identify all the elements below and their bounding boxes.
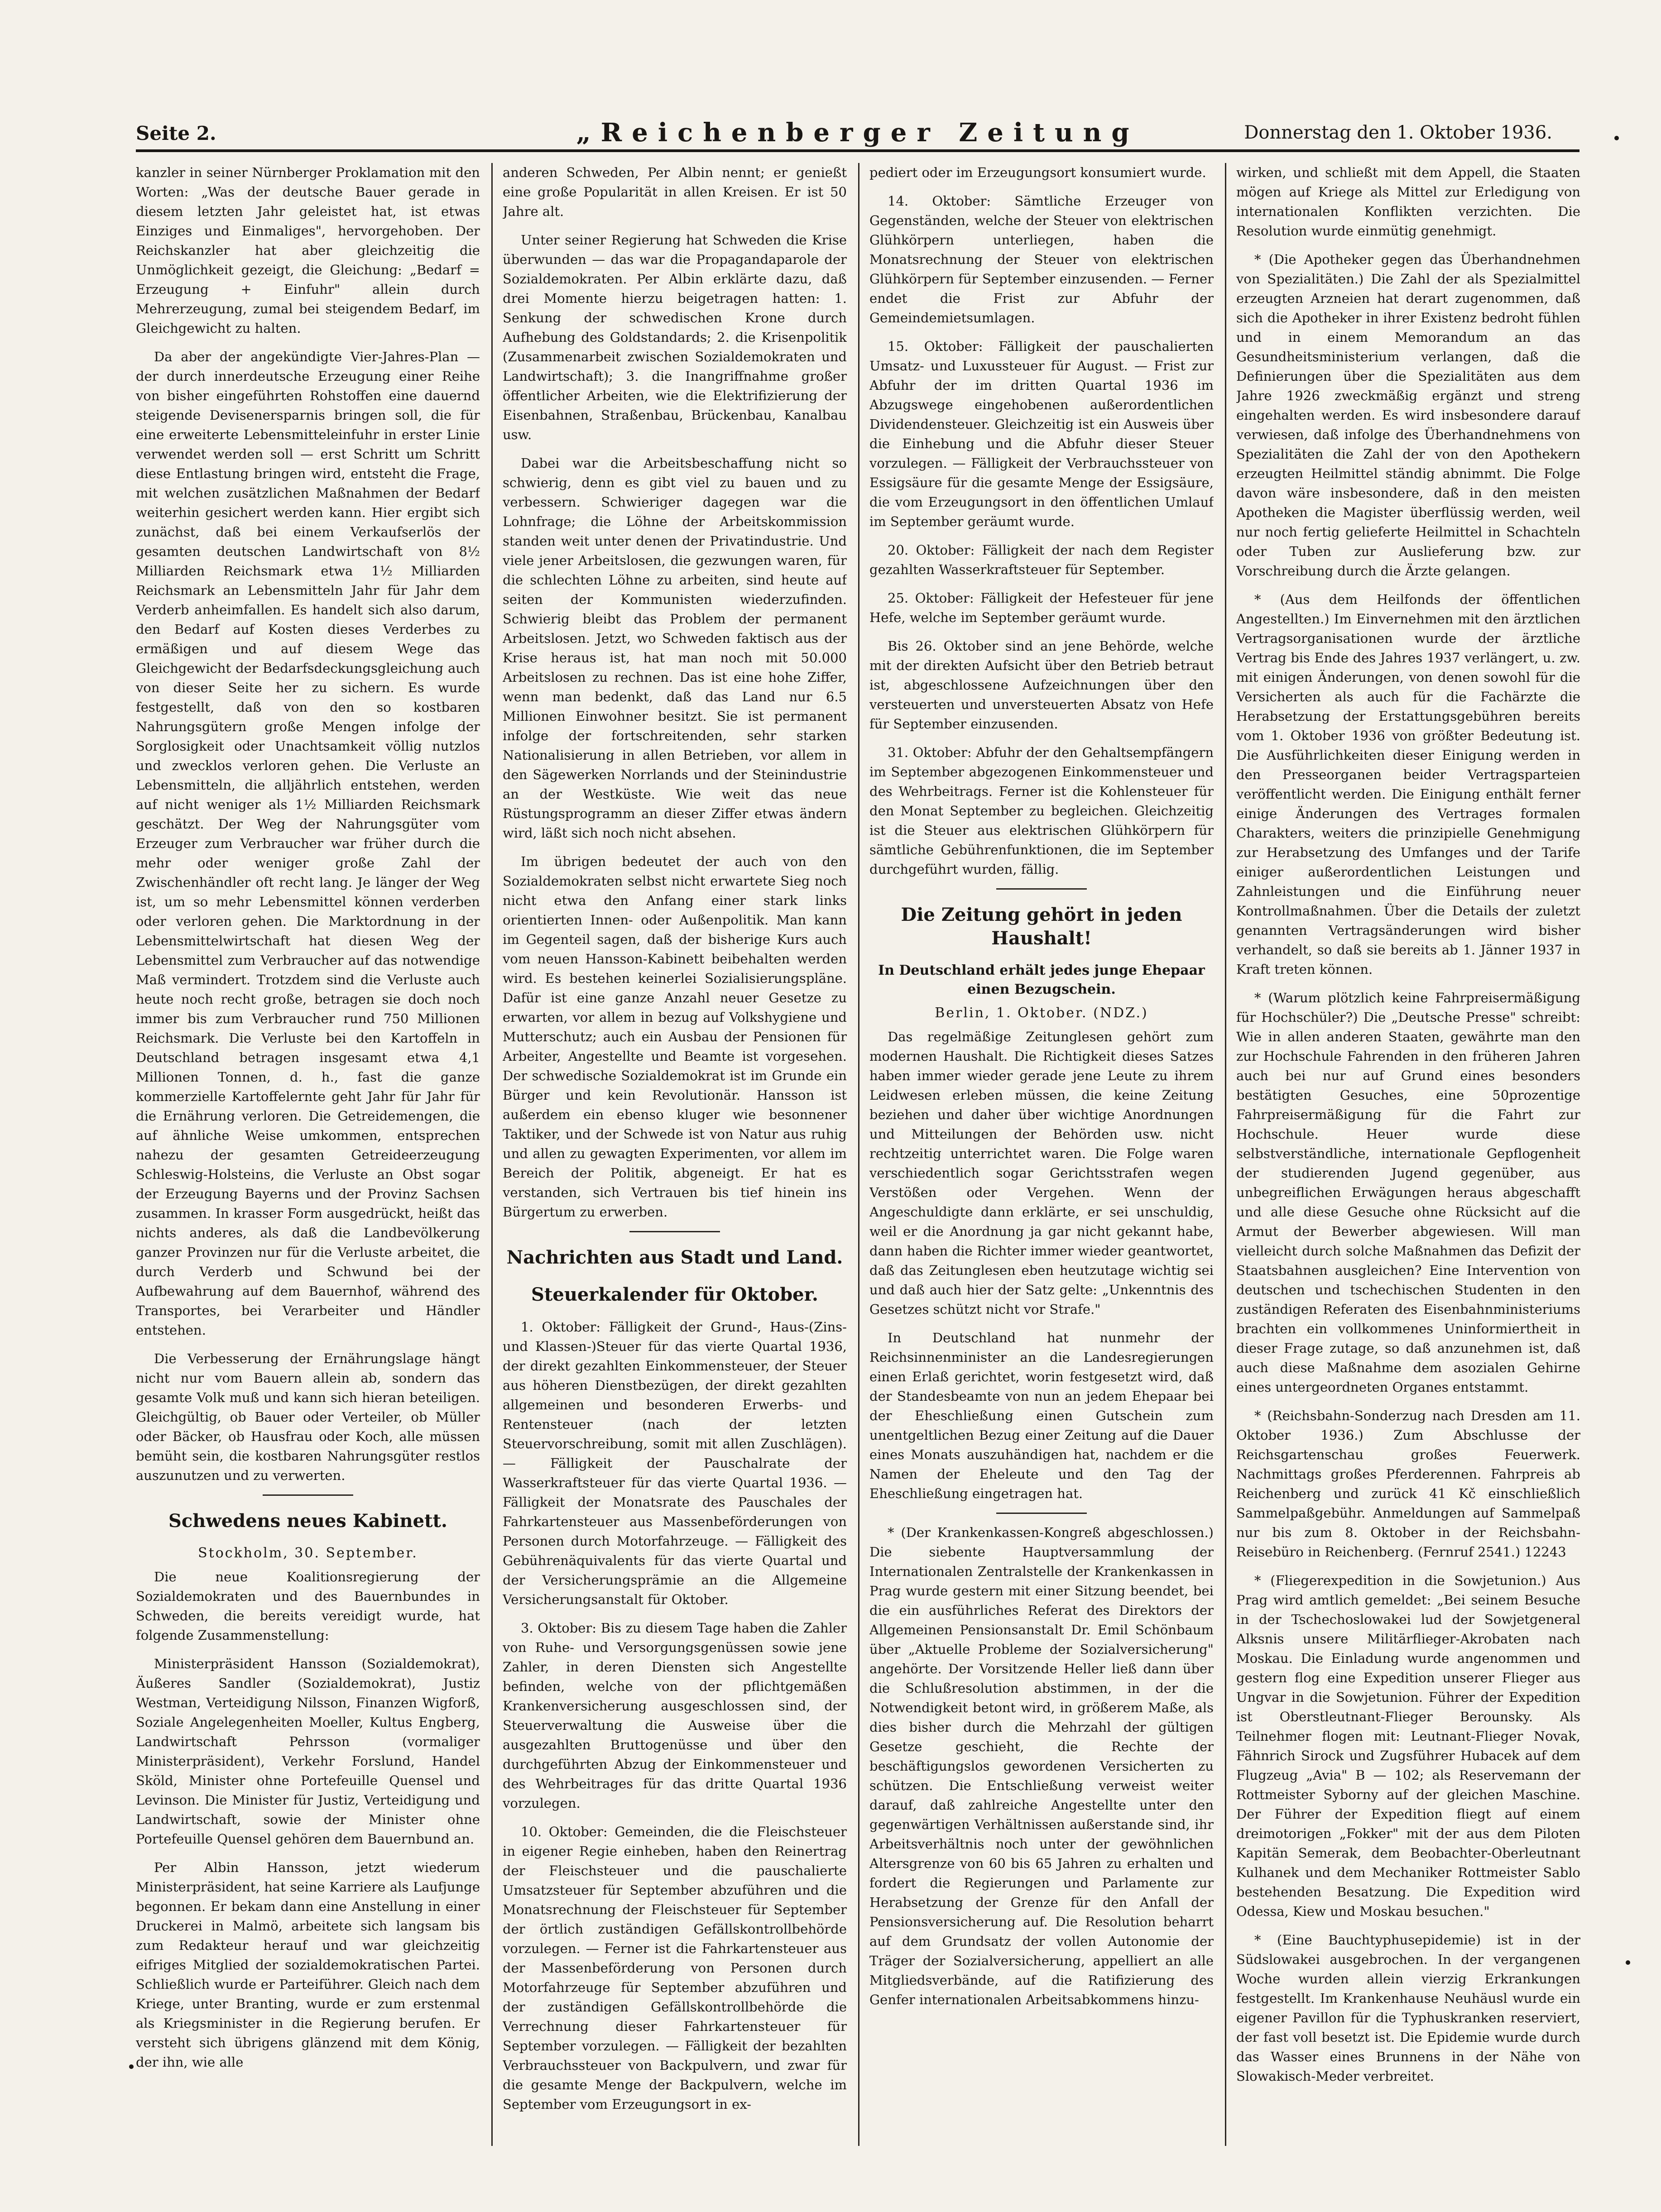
paragraph: 20. Oktober: Fälligkeit der nach dem Register gezahlten Wasserkraftsteuer für September. <box>869 542 1214 577</box>
paragraph: In Deutschland hat nunmehr der Reichsinnenminister an die Landesregierungen einen Erlaß gerichtet, worin festgesetzt wird, daß der Standesbeamte von nun an jedem Ehepaar bei der Eheschließung einen Gutschein zum unentgeltlichen Bezug einer Zeitung auf die Dauer eines Monats auszuhändigen hat, nachdem er die Namen der Eheleute und den Tag der Eheschließung eingetragen hat. <box>869 1330 1214 1501</box>
paragraph: Bis 26. Oktober sind an jene Behörde, welche mit der direkten Aufsicht über den Betrieb betraut ist, abgeschlossene Aufzeichnungen über den versteuerten und unversteuerten Absatz von Hefe für September einzusenden. <box>869 638 1214 732</box>
paragraph: 15. Oktober: Fälligkeit der pauschalierten Umsatz- und Luxussteuer für August. — Frist zur Abfuhr der im dritten Quartal 1936 im Abzugswege eingehobenen außerordentlichen Dividendensteuer. Gleichzeitig ist ein Ausweis über die Einhebung und die Abfuhr dieser Steuer vorzulegen. — Fälligkeit der Verbrauchssteuer von Essigsäure für die gesamte Menge der Essigsäure, die vom Erzeugungsort in den öffentlichen Umlauf im September geräumt wurde. <box>869 339 1214 529</box>
page-header <box>136 113 1579 149</box>
issue-date: Donnerstag den 1. Oktober 1936. <box>1244 122 1552 143</box>
column-separator <box>1225 163 1226 2146</box>
dateline: Stockholm, 30. September. <box>198 1545 418 1561</box>
dateline: Berlin, 1. Oktober. (NDZ.) <box>935 1005 1148 1021</box>
masthead: „Reichenberger Zeitung <box>576 118 1139 148</box>
paragraph: * (Reichsbahn-Sonderzug nach Dresden am 11. Oktober 1936.) Zum Abschlusse der Reichsgartenschau großes Feuerwerk. Nachmittags großes Pferderennen. Fahrpreis ab Reichenberg und zurück 41 Kč einschließlich Sammelpaßgebühr. Anmeldungen auf Sammelpaß nur bis zum 8. Oktober in der Reichsbahn-Reisebüro in Reichenberg. (Fernruf 2541.) 12243 <box>1236 1408 1580 1560</box>
divider <box>629 1231 720 1232</box>
paragraph: Unter seiner Regierung hat Schweden die Krise überwunden — das war die Propagandaparole der Sozialdemokraten. Per Albin erklärte dazu, daß drei Momente hierzu beigetragen hatten: 1. Senkung der schwedischen Krone durch Aufhebung des Goldstandards; 2. die Krisenpolitik (Zusammenarbeit zwischen Sozialdemokraten und Landwirtschaft); 3. die Inangriffnahme großer öffentlicher Arbeiten, wie die Elektrifizierung der Eisenbahnen, Straßenbau, Brückenbau, Kanalbau usw. <box>503 232 847 442</box>
paragraph: kanzler in seiner Nürnberger Proklamation mit den Worten: „Was der deutsche Bauer gerade in diesem letzten Jahr geleistet hat, ist etwas Einziges und Einmaliges", hervorgehoben. Der Reichskanzler hat aber gleichzeitig die Unmöglichkeit gezeigt, die Gleichung: „Bedarf = Erzeugung + Einfuhr" allein durch Mehrerzeugung, zumal bei steigendem Bedarf, im Gleichgewicht zu halten. <box>136 165 480 336</box>
paragraph: Ministerpräsident Hansson (Sozialdemokrat), Äußeres Sandler (Sozialdemokrat), Justiz Westman, Verteidigung Nilsson, Finanzen Wigforß, Soziale Angelegenheiten Moeller, Kultus Engberg, Landwirtschaft Pehrsson (vormaliger Ministerpräsident), Verkehr Forslund, Handel Sköld, Minister ohne Portefeuille Quensel und Levinson. Die Minister für Justiz, Verteidigung und Landwirtschaft, sowie der Minister ohne Portefeuille Quensel gehören dem Bauernbund an. <box>136 1656 480 1847</box>
divider <box>996 1513 1087 1514</box>
headline-nachrichten: Nachrichten aus Stadt und Land. <box>506 1247 843 1268</box>
paragraph: anderen Schweden, Per Albin nennt; er genießt eine große Popularität in allen Kreisen. Er ist 50 Jahre alt. <box>503 165 847 219</box>
column-2 <box>503 163 847 2146</box>
paragraph: * (Der Krankenkassen-Kongreß abgeschlossen.) Die siebente Hauptversammlung der Internationalen Zentralstelle der Krankenkassen in Prag wurde gestern mit einer Sitzung beendet, bei die ein ausführliches Referat des Direktors der Allgemeinen Pensionsanstalt Dr. Emil Schönbaum über „Aktuelle Probleme der Sozialversicherung" angehörte. Der Vorsitzende Heller ließ dann über die Schlußresolution abstimmen, in der die Notwendigkeit betont wird, in größerem Maße, als dies bisher durch die Mehrzahl der gültigen Gesetze geschieht, die Rechte der beschäftigungslos gewordenen Versicherten zu schützen. Die Entschließung verweist weiter darauf, daß zahlreiche Angestellte unter den gegenwärtigen Verhältnissen außerstande sind, ihr Arbeitsverhältnis noch unter der gewöhnlichen Altersgrenze von 60 bis 65 Jahren zu erhalten und fordert die Regierungen und Parlamente zur Herabsetzung der Grenze für den Anfall der Pensionsversicherung auf. Die Resolution beharrt auf dem Grundsatz der vollen Autonomie der Träger der Sozialversicherung, appelliert an alle Mitgliedsverbände, auf die Ratifizierung des Genfer internationalen Arbeitsabkommens hinzu- <box>869 1525 1214 2007</box>
punch-hole-mark <box>1626 1960 1630 1965</box>
column-separator <box>491 163 493 2146</box>
punch-hole-mark <box>129 2064 134 2069</box>
punch-hole-mark <box>1614 136 1619 140</box>
column-3 <box>869 163 1214 2146</box>
paragraph: wirken, und schließt mit dem Appell, die Staaten mögen auf Kriege als Mittel zur Erledigung von internationalen Konflikten verzichten. Die Resolution wurde einmütig genehmigt. <box>1236 165 1580 239</box>
page-number: Seite 2. <box>136 122 216 144</box>
paragraph: * (Aus dem Heilfonds der öffentlichen Angestellten.) Im Einvernehmen mit den ärztlichen Vertragsorganisationen wurde der ärztliche Vertrag bis Ende des Jahres 1937 verlängert, u. zw. mit einigen Änderungen, von denen sowohl für die Versicherten als auch für die Fachärzte die Herabsetzung der Erstattungsgebühren bereits vom 1. Oktober 1936 von größter Bedeutung ist. Die Ausführlichkeiten dieser Einigung werden in den Presseorganen beider Vertragsparteien veröffentlicht werden. Die Einigung enthält ferner einige Änderungen des Vertrages formalen Charakters, weiters die prinzipielle Genehmigung zur Herabsetzung des Umfanges und der Tarife einiger außerordentlichen Leistungen und Zahnleistungen und die Einführung neuer Kontrollmaßnahmen. Über die Details der zuletzt genannten Vertragsänderungen wird bisher verhandelt, so daß sie bereits ab 1. Jänner 1937 in Kraft treten können. <box>1236 592 1580 977</box>
column-separator <box>858 163 859 2146</box>
headline-steuerkalender: Steuerkalender für Oktober. <box>531 1284 818 1305</box>
paragraph: Im übrigen bedeutet der auch von den Sozialdemokraten selbst nicht erwartete Sieg noch nicht etwa den Anfang einer stark links orientierten Innen- oder Außenpolitik. Man kann im Gegenteil sagen, daß der bisherige Kurs auch vom neuen Hansson-Kabinett beibehalten werden wird. Es bestehen keinerlei Sozialisierungspläne. Dafür ist eine ganze Anzahl neuer Gesetze zu erwarten, vor allem in bezug auf Volkshygiene und Mutterschutz; auch ein Ausbau der Pensionen für Arbeiter, Angestellte und Beamte ist vorgesehen. Der schwedische Sozialdemokrat ist im Grunde ein Bürger und kein Revolutionär. Hansson ist außerdem ein ebenso kluger wie besonnener Taktiker, und der Schwede ist von Natur aus ruhig und allen zu gewagten Experimenten, vor allem im Bereich der Politik, abgeneigt. Er hat es verstanden, sich Vertrauen bis tief hinein ins Bürgertum zu erwerben. <box>503 854 847 1220</box>
paragraph: Die Verbesserung der Ernährungslage hängt nicht nur vom Bauern allein ab, sondern das gesamte Volk muß und kann sich hieran beteiligen. Gleichgültig, ob Bauer oder Verteiler, ob Müller oder Bäcker, ob Hausfrau oder Koch, alle müssen bemüht sein, die kostbaren Nahrungsgüter restlos auszunutzen und zu verwerten. <box>136 1351 480 1483</box>
divider <box>263 1494 353 1496</box>
divider <box>996 888 1087 890</box>
headline-schweden: Schwedens neues Kabinett. <box>168 1510 447 1532</box>
paragraph: * (Fliegerexpedition in die Sowjetunion.) Aus Prag wird amtlich gemeldet: „Bei seinem Besuche in der Tschechoslowakei lud der Sowjetgeneral Alksnis unsere Militärflieger-Akrobaten nach Moskau. Die Einladung wurde angenommen und gestern flog eine Expedition unserer Flieger aus Ungvar in die Sowjetunion. Führer der Expedition ist Oberstleutnant-Flieger Berounsky. Als Teilnehmer flogen mit: Leutnant-Flieger Novak, Fähnrich Sirock und Zugsführer Hubacek auf dem Flugzeug „Avia" B — 102; als Reservemann der Rottmeister Syborny auf der gleichen Maschine. Der Führer der Expedition fliegt auf einem dreimotorigen „Fokker" mit der aus dem Piloten Kapitän Semerak, dem Beobachter-Oberleutnant Kulhanek und dem Mechaniker Rottmeister Sablo bestehenden Besatzung. Die Expedition wird Odessa, Kiew und Moskau besuchen." <box>1236 1573 1580 1919</box>
column-1 <box>136 163 480 2146</box>
paragraph: 10. Oktober: Gemeinden, die die Fleischsteuer in eigener Regie einheben, haben den Reinertrag der Fleischsteuer und die pauschalierte Umsatzsteuer für September abzuführen und die Monatsrechnung der Fleischsteuer für September der örtlich zuständigen Gefällskontrollbehörde vorzulegen. — Ferner ist die Fahrkartensteuer aus der Massenbeförderung von Personen durch Motorfahrzeuge für September abzuführen und der zuständigen Gefällskontrollbehörde die Verrechnung dieser Fahrkartensteuer für September vorzulegen. — Fälligkeit der bezahlten Verbrauchssteuer von Backpulvern, und zwar für die gesamte Menge der Backpulvern, welche im September vom Erzeugungsort in ex- <box>503 1824 847 2112</box>
paragraph: 1. Oktober: Fälligkeit der Grund-, Haus-(Zins- und Klassen-)Steuer für das vierte Quartal 1936, der direkt gezahlten Einkommensteuer, der Steuer aus höheren Dienstbezügen, der direkt gezahlten allgemeinen und besonderen Erwerbs- und Rentensteuer (nach der letzten Steuervorschreibung, somit mit allen Zuschlägen). — Fälligkeit der Pauschalrate der Wasserkraftsteuer für das vierte Quartal 1936. — Fälligkeit der Monatsrate des Pauschales der Fahrkartensteuer aus Massenbeförderungen von Personen durch Motorfahrzeuge. — Fälligkeit des Gebührenäquivalents für das vierte Quartal und der Versicherungsprämie an die Allgemeine Versicherungsanstalt für Oktober. <box>503 1319 847 1607</box>
paragraph: pediert oder im Erzeugungsort konsumiert wurde. <box>869 165 1206 180</box>
paragraph: 3. Oktober: Bis zu diesem Tage haben die Zahler von Ruhe- und Versorgungsgenüssen sowie jene Zahler, in deren Diensten sich Angestellte befinden, welche von der pflichtgemäßen Krankenversicherung ausgeschlossen sind, der Steuerverwaltung die Ausweise über die ausgezahlten Bruttogenüsse und über den durchgeführten Abzug der Einkommensteuer und des Wehrbeitrages für das dritte Quartal 1936 vorzulegen. <box>503 1620 847 1811</box>
paragraph: 25. Oktober: Fälligkeit der Hefesteuer für jene Hefe, welche im September geräumt wurde. <box>869 590 1214 625</box>
paragraph: * (Eine Bauchtyphusepidemie) ist in der Südslowakei ausgebrochen. In der vergangenen Woche wurden allein vierzig Erkrankungen festgestellt. Im Krankenhause Neuhäusl wurde ein eigener Pavillon für die Typhuskranken reserviert, der fast voll besetzt ist. Die Epidemie wurde durch das Wasser eines Brunnens in der Nähe von Slowakisch-Meder verbreitet. <box>1236 1932 1580 2084</box>
paragraph: Dabei war die Arbeitsbeschaffung nicht so schwierig, denn es gibt viel zu bauen und zu verbessern. Schwieriger dagegen war die Lohnfrage; die Löhne der Arbeitskommission standen weit unter denen der Privatindustrie. Und viele jener Arbeitslosen, die gezwungen waren, für die schlechten Löhne zu arbeiten, sind heute auf seiten der Kommunisten wiederzufinden. Schwierig bleibt das Problem der permanent Arbeitslosen. Jetzt, wo Schweden faktisch aus der Krise heraus ist, hat man noch mit 50.000 Arbeitslosen zu rechnen. Das ist eine hohe Ziffer, wenn man bedenkt, daß das Land nur 6.5 Millionen Einwohner besitzt. Sie ist permanent infolge der fortschreitenden, sehr starken Nationalisierung in allen Betrieben, vor allem in den Sägewerken Norrlands und der Steinindustrie an der Westküste. Wie weit das neue Rüstungsprogramm an dieser Ziffer etwas ändern wird, läßt sich noch nicht absehen. <box>503 455 847 841</box>
paragraph: * (Die Apotheker gegen das Überhandnehmen von Spezialitäten.) Die Zahl der als Spezialmittel erzeugten Arzneien hat derart zugenommen, daß sich die Apotheker in ihrer Existenz bedroht fühlen und in einem Memorandum an das Gesundheitsministerium verlangen, daß die Definierungen über die Spezialitäten aus dem Jahre 1926 zweckmäßig ergänzt und streng eingehalten werden. Es wird insbesondere darauf verwiesen, daß infolge des Überhandnehmens von Spezialitäten die Zahl der von den Apothekern erzeugten Heilmittel ständig abnimmt. Die Folge davon wäre insbesondere, daß in den meisten Apotheken die Magister überflüssig werden, weil nur noch fertig gelieferte Heilmittel in Schachteln oder Tuben zur Auslieferung bzw. zur Vorschreibung durch die Ärzte gelangen. <box>1236 252 1580 579</box>
paragraph: Per Albin Hansson, jetzt wiederum Ministerpräsident, hat seine Karriere als Laufjunge begonnen. Er bekam dann eine Anstellung in einer Druckerei in Malmö, arbeitete sich langsam bis zum Redakteur herauf und war gleichzeitig eifriges Mitglied der sozialdemokratischen Partei. Schließlich wurde er Parteiführer. Gleich nach dem Kriege, unter Branting, wurde er zum erstenmal als Kriegsminister in die Regierung berufen. Er versteht sich übrigens glänzend mit dem König, der ihn, wie alle <box>136 1860 480 2070</box>
column-area <box>136 163 1580 2146</box>
paragraph: Die neue Koalitionsregierung der Sozialdemokraten und des Bauernbundes in Schweden, die bereits vereidigt wurde, hat folgende Zusammenstellung: <box>136 1569 480 1643</box>
headline-zeitung: Die Zeitung gehört in jeden Haushalt! <box>901 904 1182 949</box>
paragraph: 31. Oktober: Abfuhr der den Gehaltsempfängern im September abgezogenen Einkommensteuer und des Wehrbeitrags. Ferner ist die Kohlensteuer für den Monat September zu begleichen. Gleichzeitig ist die Steuer aus elektrischen Glühkörpern für sämtliche Gebührenfunktionen, die im September durchgeführt wurden, fällig. <box>869 745 1214 877</box>
subheadline: In Deutschland erhält jedes junge Ehepaar einen Bezugschein. <box>878 962 1205 997</box>
column-4 <box>1236 163 1580 2146</box>
paragraph: Das regelmäßige Zeitunglesen gehört zum modernen Haushalt. Die Richtigkeit dieses Satzes haben immer wieder gerade jene Leute zu ihrem Leidwesen erleben müssen, die keine Zeitung beziehen und daher über wichtige Anordnungen und Mitteilungen der Behörden usw. nicht rechtzeitig unterrichtet waren. Die Folge waren verschiedentlich sogar Gerichtsstrafen wegen Verstößen oder Vergehen. Wenn der Angeschuldigte dann erklärte, er sei unschuldig, weil er die Anordnung ja gar nicht gekannt habe, dann haben die Richter immer wieder geantwortet, daß das Zeitunglesen eben heutzutage wichtig sei und daß auch hier der Satz gelte: „Unkenntnis des Gesetzes schützt nicht vor Strafe." <box>869 1029 1214 1317</box>
paragraph: Da aber der angekündigte Vier-Jahres-Plan — der durch innerdeutsche Erzeugung einer Reihe von bisher eingeführten Rohstoffen eine dauernd steigende Devisenersparnis bringen soll, die für eine erweiterte Lebensmitteleinfuhr in erster Linie verwendet werden soll — erst Schritt um Schritt diese Entlastung bringen wird, entsteht die Frage, mit welchen zusätzlichen Maßnahmen der Bedarf weiterhin gesichert werden kann. Hier ergibt sich zunächst, daß bei einem Verkaufserlös der gesamten deutschen Landwirtschaft von 8½ Milliarden Reichsmark etwa 1½ Milliarden Reichsmark an Lebensmitteln Jahr für Jahr dem Verderb anheimfallen. Es handelt sich also darum, den Bedarf auf Kosten dieses Verderbes zu ermäßigen und auf diesem Wege das Gleichgewicht der Bedarfsdeckungsgleichung auch von dieser Seite her zu sichern. Es wurde festgestellt, daß von den so kostbaren Nahrungsgütern große Mengen infolge der Sorglosigkeit oder Unachtsamkeit völlig nutzlos und zwecklos verloren gehen. Die Verluste an Lebensmitteln, die alljährlich entstehen, werden auf nicht weniger als 1½ Milliarden Reichsmark geschätzt. Der Weg der Nahrungsgüter vom Erzeuger zum Verbraucher war früher durch die mehr oder weniger große Zahl der Zwischenhändler oft recht lang. Je länger der Weg ist, um so mehr Lebensmittel können verderben oder verloren gehen. Die Marktordnung in der Lebensmittelwirtschaft hat diesen Weg der Lebensmittel zum Verbraucher auf das notwendige Maß vermindert. Trotzdem sind die Verluste auch heute noch recht große, betragen sie doch noch immer bis zum Verbraucher rund 750 Millionen Reichsmark. Die Verluste bei den Kartoffeln in Deutschland betragen insgesamt etwa 4,1 Millionen Tonnen, d. h., fast die ganze kommerzielle Kartoffelernte geht Jahr für Jahr für die Ernährung verloren. Die Getreidemengen, die auf ähnliche Weise umkommen, entsprechen nahezu der gesamten Getreideerzeugung Schleswig-Holsteins, die Verluste an Obst sogar der Erzeugung Bayerns und der Provinz Sachsen zusammen. In krasser Form ausgedrückt, heißt das nichts anderes, als daß die Landbevölkerung ganzer Provinzen nur für die Verluste arbeitet, die durch Verderb und Schwund bei der Aufbewahrung auf dem Bauernhof, während des Transportes, bei Verarbeiter und Händler entstehen. <box>136 349 480 1338</box>
header-rule <box>136 149 1579 152</box>
paragraph: 14. Oktober: Sämtliche Erzeuger von Gegenständen, welche der Steuer von elektrischen Glühkörpern unterliegen, haben die Monatsrechnung der Steuer von elektrischen Glühkörpern für September einzusenden. — Ferner endet die Frist zur Abfuhr der Gemeindemietsumlagen. <box>869 193 1214 326</box>
paragraph: * (Warum plötzlich keine Fahrpreisermäßigung für Hochschüler?) Die „Deutsche Presse" schreibt: Wie in allen anderen Staaten, gewährte man den zur Hochschule Fahrenden in den früheren Jahren auch bei nur auf Grund eines besonders bestätigten Gesuches, eine 50prozentige Fahrpreisermäßigung für die Fahrt zur Hochschule. Heuer wurde diese selbstverständliche, internationale Gepflogenheit der studierenden Jugend gegenüber, aus unbegreiflichen Erwägungen heraus abgeschafft und alle diese Gesuche ohne Rücksicht auf die Armut der Bewerber abgewiesen. Will man vielleicht durch solche Maßnahmen das Defizit der Staatsbahnen ausgleichen? Eine Intervention von deutschen und tschechischen Studenten in den zuständigen Referaten des Eisenbahnministeriums brachten ein vollkommenes Uninformiertheit in dieser Frage zutage, so daß anzunehmen ist, daß auch diese Maßnahme dem asozialen Gehirne eines untergeordneten Organes entstammt. <box>1236 990 1580 1395</box>
